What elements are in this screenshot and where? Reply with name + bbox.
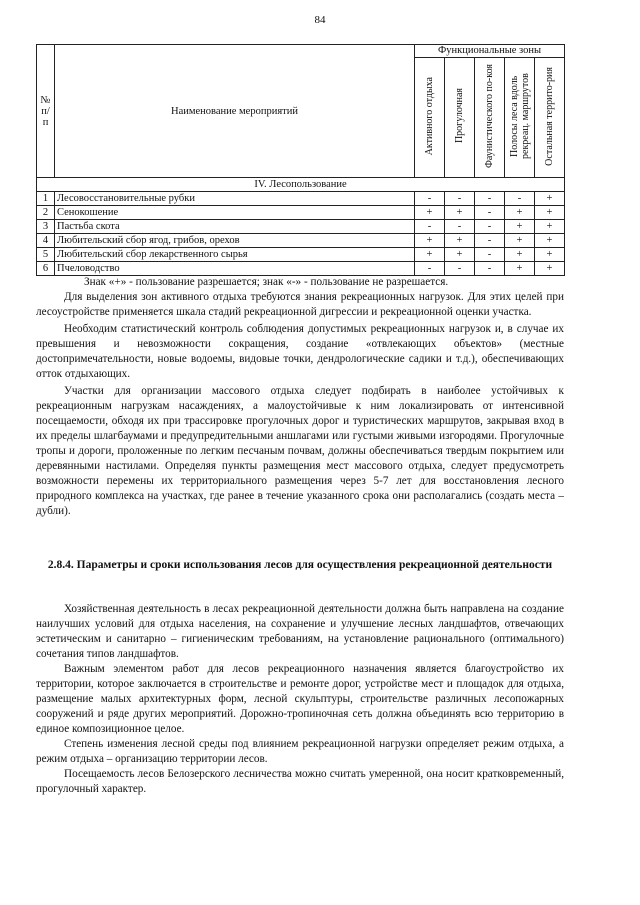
zone-value: - [475, 234, 505, 248]
table-row [37, 192, 565, 206]
zone-value: + [445, 234, 475, 248]
zone-value: + [535, 220, 565, 234]
paragraph: Необходим статистический контроль соблюдения допустимых рекреационных нагрузок и, в случае их превышения и невозможности сокращения, создание «отвлекающих объектов» (местные достопримечательности, новые водоемы, видовые точки, дендрологические садики и т.д.), обеспечивающих отток отдыхающих. [36, 323, 564, 380]
zone-value: + [505, 262, 535, 276]
zone-label: Активного отдыха [424, 76, 435, 156]
col-name-header: Наименование мероприятий [55, 45, 415, 178]
zone-value: + [505, 248, 535, 262]
zone-value: + [415, 206, 445, 220]
zone-value: + [445, 206, 475, 220]
paragraph: Важным элементом работ для лесов рекреационного назначения является благоустройство их территории, которое заключается в строительстве и ремонте дорог, устройстве мест и площадок для отдыха, размещение малых архитектурных форм, лесной скульптуры, строительстве различных лесопожарных сооружений и ряде других мероприятий. Дорожно-тропиночная сеть должна объединять всю территорию в единое композиционное целое. [36, 663, 564, 735]
col-number-header: № п/п [37, 45, 55, 178]
zone-value: - [475, 220, 505, 234]
zone-value: - [475, 262, 505, 276]
zone-value: + [445, 248, 475, 262]
table-row [37, 234, 565, 248]
paragraph: Хозяйственная деятельность в лесах рекреационной деятельности должна быть направлена на создание наилучших условий для отдыха населения, на сохранение и улучшение лесных ландшафтов, отвечающих эстетическим и санитарно – гигиеническим требованиям, на установление рационального (оптимального) сочетания типов ландшафтов. [36, 603, 564, 660]
zone-value: - [475, 206, 505, 220]
zone-value: + [415, 248, 445, 262]
row-number: 6 [37, 262, 55, 276]
row-number: 4 [37, 234, 55, 248]
row-number: 1 [37, 192, 55, 206]
zone-header-other [535, 58, 565, 178]
zone-value: - [445, 262, 475, 276]
paragraph: Посещаемость лесов Белозерского лесничества можно считать умеренной, она носит кратковременный, прогулочный характер. [36, 768, 564, 795]
row-name: Любительский сбор лекарственного сырья [55, 248, 415, 262]
zone-header-fauna [475, 58, 505, 178]
page-number: 84 [314, 14, 326, 26]
zone-value: - [415, 220, 445, 234]
text-block-bottom [36, 602, 564, 797]
zone-value: + [535, 248, 565, 262]
section-title: IV. Лесопользование [37, 178, 565, 192]
zone-label: Полосы леса вдоль рекреац. маршрутов [508, 73, 531, 159]
row-name: Любительский сбор ягод, грибов, орехов [55, 234, 415, 248]
zone-value: + [535, 206, 565, 220]
legend-note: Знак «+» - пользование разрешается; знак «-» - пользование не разрешается. [84, 276, 449, 288]
row-number: 2 [37, 206, 55, 220]
paragraph: Степень изменения лесной среды под влиянием рекреационной нагрузки определяет режим отдыха, а режим отдыха – организацию территории лесов. [36, 738, 564, 765]
row-number: 5 [37, 248, 55, 262]
zone-header-active [415, 58, 445, 178]
zone-label: Остальная террито-рия [544, 66, 555, 166]
row-number: 3 [37, 220, 55, 234]
table-row [37, 206, 565, 220]
zone-value: - [415, 192, 445, 206]
zone-value: + [415, 234, 445, 248]
table-row [37, 220, 565, 234]
section-heading: 2.8.4. Параметры и сроки использования лесов для осуществления рекреационной деятельности [47, 559, 553, 571]
paragraph: Участки для организации массового отдыха следует подбирать в наиболее устойчивых к рекреационным нагрузкам насаждениях, а малоустойчивые к ним локализировать от интенсивной посещаемости, обходя их при трассировке прогулочных дорог и туристических маршрутов, закрывая вход в их пределы шлагбаумами и предупредительными аншлагами или густыми живыми изгородями. Прогулочные тропы и дороги, проложенные по легким песчаным почвам, должны обеспечиваться твердым покрытием или деревянными настилами. Определяя пункты размещения мест массового отдыха, следует предусмотреть возможности перемены их территориального размещения через 5-7 лет для восстановления лесного природного комплекса на участках, где ранее в течение указанного срока они располагались (создать места – дубли). [36, 385, 564, 517]
zone-header-walking [445, 58, 475, 178]
zones-header: Функциональные зоны [415, 45, 565, 58]
zone-value: - [445, 192, 475, 206]
zone-value: + [505, 220, 535, 234]
paragraph: Для выделения зон активного отдыха требуются знания рекреационных нагрузок. Для этих целей при лесоустройстве применяется шкала стадий рекреационной дигрессии и рекреационной оценки участка. [36, 291, 564, 318]
measures-table [36, 44, 565, 276]
zone-label: Фаунистического по-коя [484, 64, 495, 168]
zone-value: + [535, 192, 565, 206]
zone-value: + [505, 234, 535, 248]
zone-value: - [475, 192, 505, 206]
zone-value: + [535, 234, 565, 248]
row-name: Сенокошение [55, 206, 415, 220]
text-block-top [36, 275, 564, 519]
zone-value: + [535, 262, 565, 276]
zone-label: Прогулочная [454, 88, 465, 144]
row-name: Пчеловодство [55, 262, 415, 276]
row-name: Лесовосстановительные рубки [55, 192, 415, 206]
table-row [37, 262, 565, 276]
zone-header-routes [505, 58, 535, 178]
zone-value: - [505, 192, 535, 206]
zone-value: + [505, 206, 535, 220]
zone-value: - [415, 262, 445, 276]
zone-value: - [445, 220, 475, 234]
zone-value: - [475, 248, 505, 262]
table-row [37, 248, 565, 262]
row-name: Пастьба скота [55, 220, 415, 234]
